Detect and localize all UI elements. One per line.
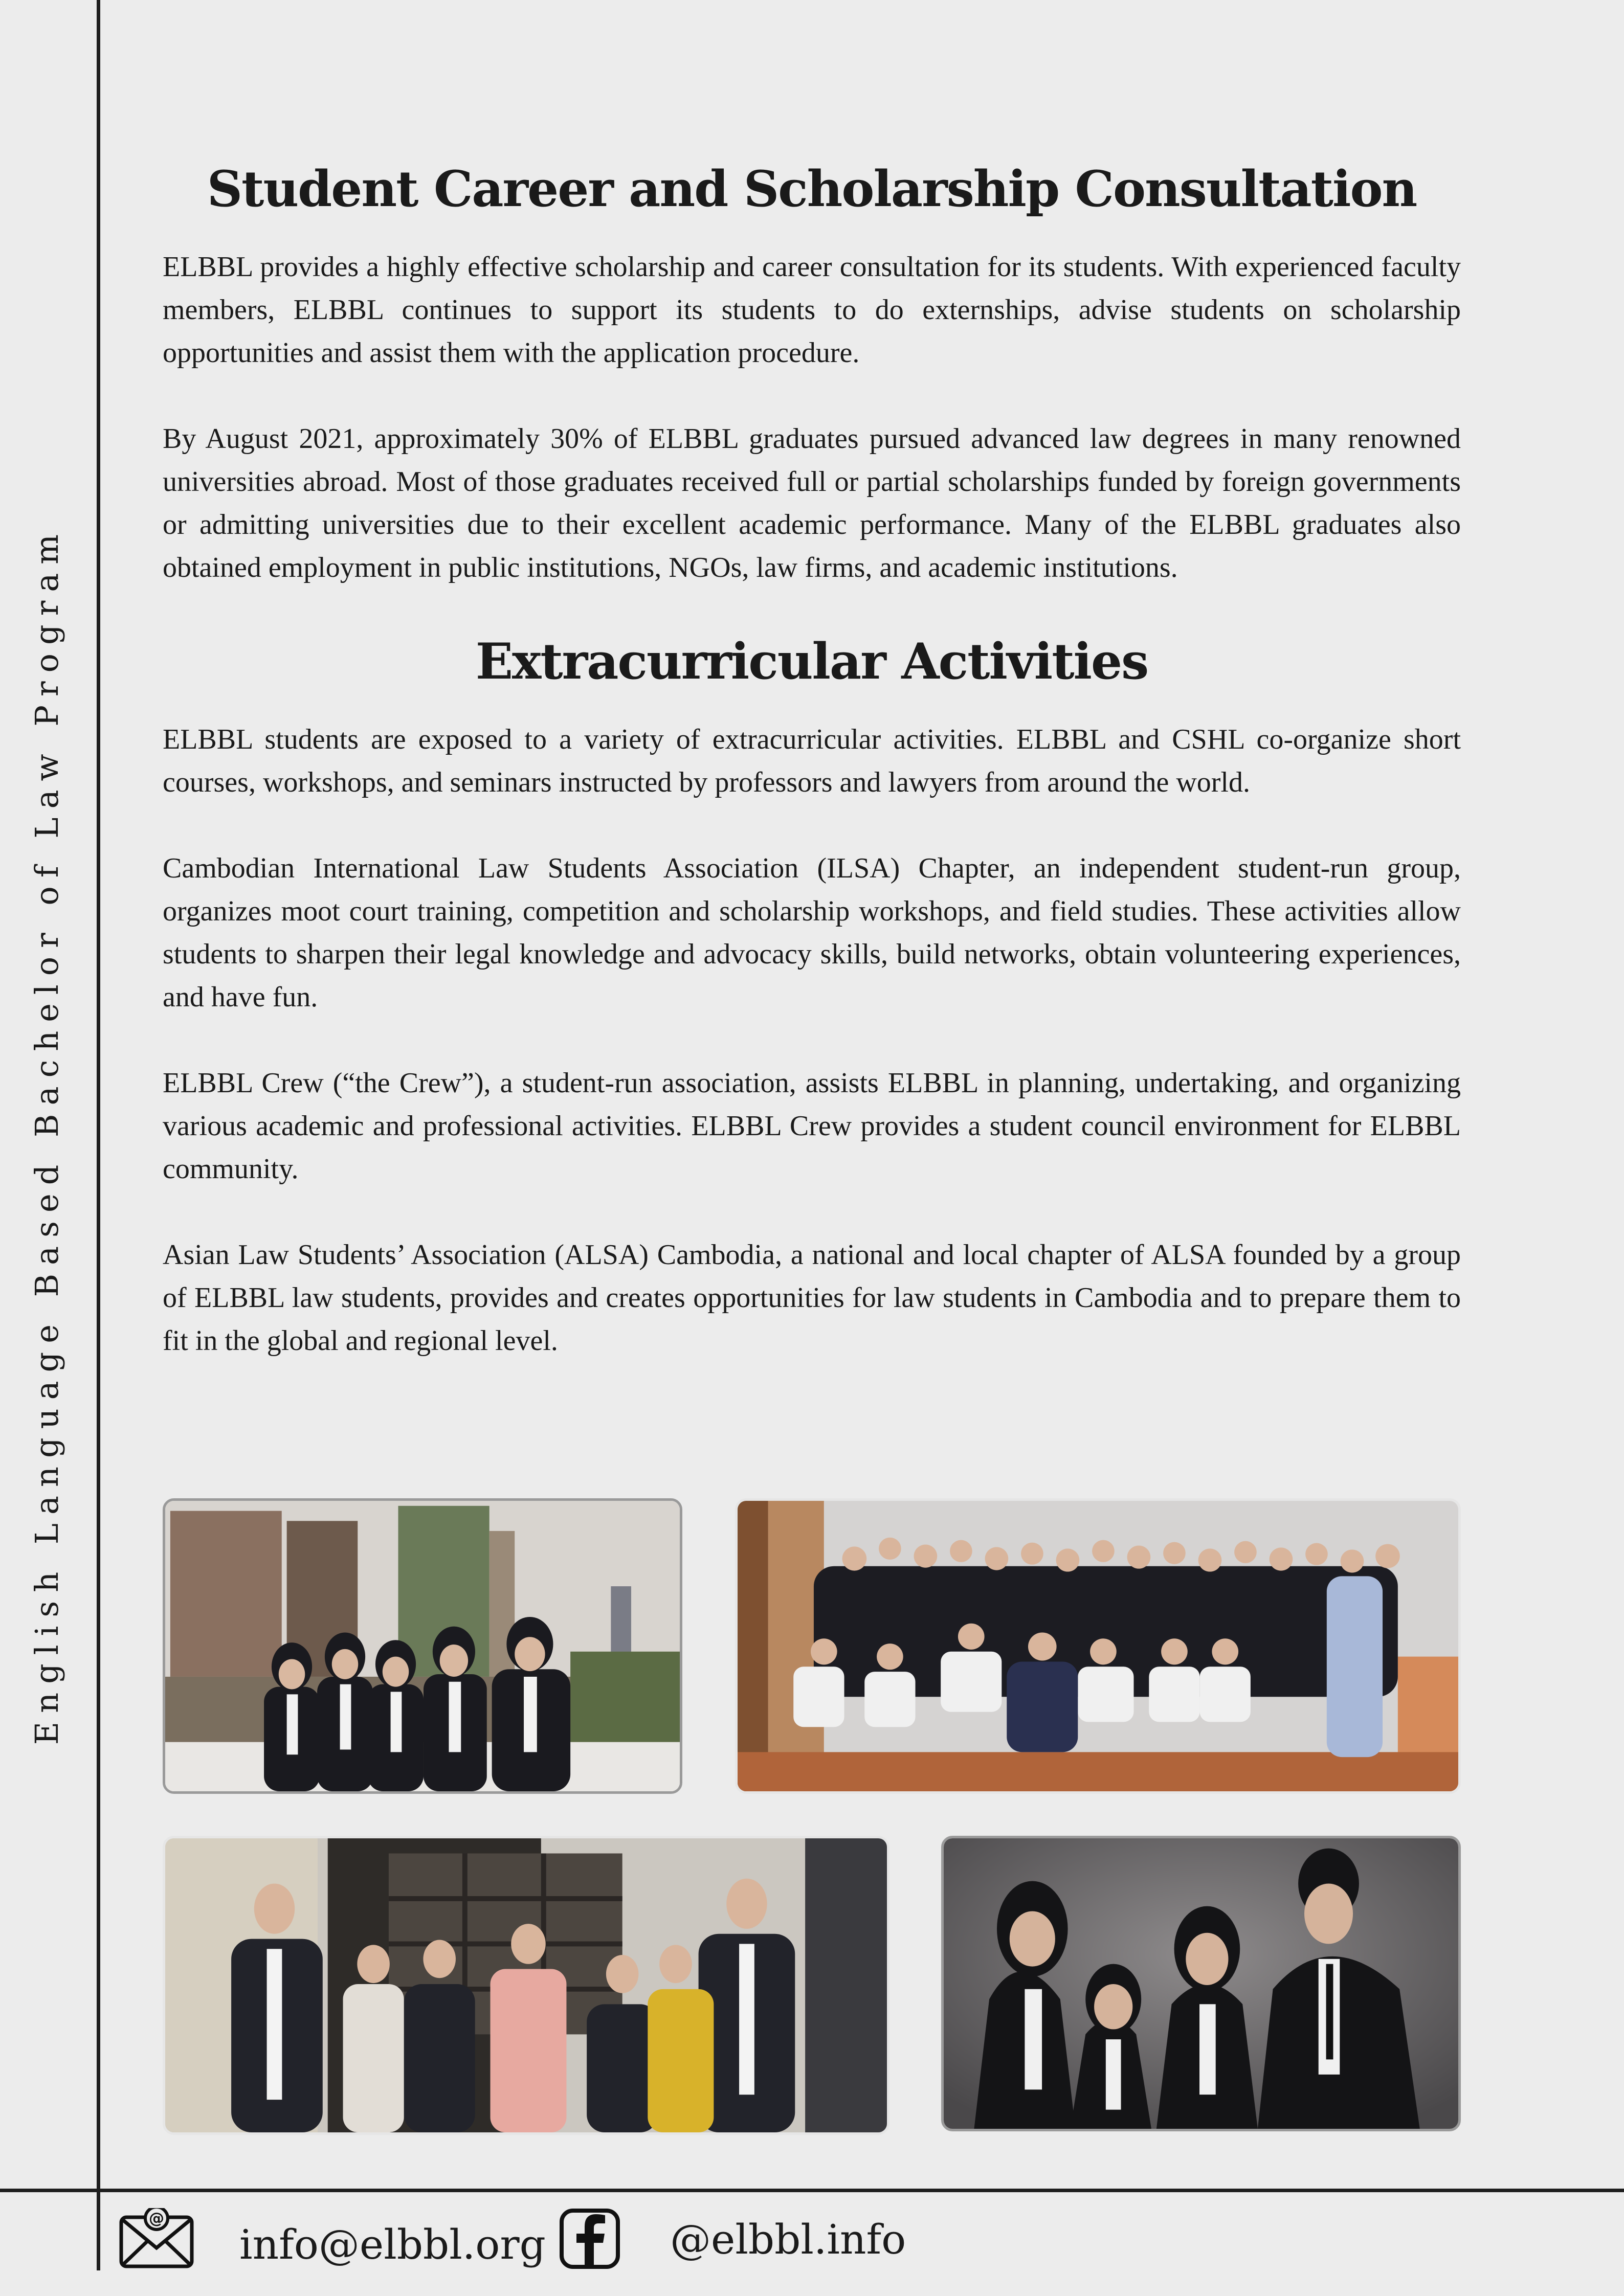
mail-icon: [119, 2208, 194, 2272]
paragraph: ELBBL provides a highly effective scholarship and career consultation for its students. With experienced faculty members, ELBBL continues to support its students to do externships, advise students on scholarship opportunities and assist them with the application procedure.: [163, 251, 1461, 369]
photo-students-rooftop: [163, 1498, 682, 1794]
program-name-vertical: English Language Based Bachelor of Law Program: [28, 525, 65, 1745]
photo-gallery: [163, 1498, 1461, 2135]
extracurricular-section: [163, 626, 1461, 1362]
facebook-icon: [559, 2208, 620, 2272]
paragraph: ELBBL students are exposed to a variety of extracurricular activities. ELBBL and CSHL co-organize short courses, workshops, and seminars instructed by professors and lawyers from around the world.: [163, 724, 1461, 798]
paragraph: Asian Law Students’ Association (ALSA) Cambodia, a national and local chapter of ALSA founded by a group of ELBBL law students, provides and creates opportunities for law students in Cambodia and to prepare them to fit in the global and regional level.: [163, 1239, 1461, 1357]
vertical-rule: [97, 0, 100, 2270]
paragraph: Cambodian International Law Students Association (ILSA) Chapter, an independent student-run group, organizes moot court training, competition and scholarship workshops, and field studies. These activities allow students to sharpen their legal knowledge and advocacy skills, build networks, obtain volunteering experiences, and have fun.: [163, 852, 1461, 1013]
photo-students-studio: [941, 1836, 1461, 2131]
career-section-title: Student Career and Scholarship Consultation: [207, 160, 1417, 218]
paragraph: By August 2021, approximately 30% of ELBBL graduates pursued advanced law degrees in many renowned universities abroad. Most of those graduates received full or partial scholarships funded by foreign governments or admitting universities due to their excellent academic performance. Many of the ELBBL graduates also obtained employment in public institutions, NGOs, law firms, and academic institutions.: [163, 423, 1461, 583]
photo-group: [735, 1498, 1461, 1794]
photo-students-office: [163, 1836, 889, 2135]
extracurricular-section-title: Extracurricular Activities: [475, 633, 1148, 690]
footer-email[interactable]: info@elbbl.org: [239, 2221, 546, 2268]
paragraph: ELBBL Crew (“the Crew”), a student-run association, assists ELBBL in planning, undertaking, and organizing various academic and professional activities. ELBBL Crew provides a student council environment for ELBBL community.: [163, 1067, 1461, 1185]
footer-facebook[interactable]: @elbbl.info: [670, 2216, 906, 2263]
footer-rule: [0, 2189, 1624, 2192]
main-content: [163, 153, 1461, 1362]
career-section: [163, 153, 1461, 589]
footer: [0, 2204, 1624, 2281]
svg-text:@: @: [149, 2210, 164, 2227]
